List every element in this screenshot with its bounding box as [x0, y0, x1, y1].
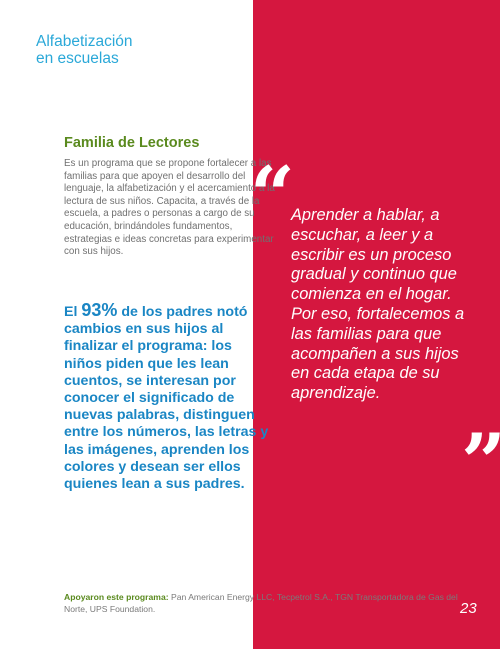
page-number: 23 [460, 600, 477, 617]
open-quote-mark: “ [250, 150, 289, 241]
close-quote-mark: ” [461, 417, 500, 508]
article-body: Es un programa que se propone fortalecer a las familias para que apoyen el desarrollo del lenguaje, la alfabetización y el acercamiento a la lectura de sus niños. Capacita, a través de la escuela, a padres o personas a cargo de su educación, brindándoles fundamentos, estrategias e ideas concretas para experimentar con sus hijos. [64, 158, 275, 258]
pull-quote: Aprender a hablar, a escuchar, a leer y a escribir es un proceso gradual y continuo que comienza en el hogar. Por eso, fortalecemos a las familias para que acompañen a sus hijos en cada etapa de su aprendizaje. [291, 206, 465, 403]
stat-callout [64, 302, 269, 493]
sponsors-label: Apoyaron este programa: [64, 592, 169, 602]
section-title-line1: Alfabetización [36, 33, 133, 50]
article-heading: Familia de Lectores [64, 135, 200, 151]
section-title [36, 33, 236, 67]
stat-prefix: El [64, 304, 78, 320]
stat-text: de los padres notó cambios en sus hijos al finalizar el programa: los niños piden que les lean cuentos, se interesan por conocer el significado de nuevas palabras, distinguen entre los números, las letras y las imágenes, aprenden los colores y desean ser ellos quienes lean a sus padres. [64, 304, 269, 493]
stat-percent: 93% [81, 300, 118, 320]
section-title-line2: en escuelas [36, 50, 119, 67]
sponsors-footer [64, 592, 459, 615]
sponsors-list: Pan American Energy LLC, Tecpetrol S.A., TGN Transportadora de Gas del Norte, UPS Foundation. [64, 592, 458, 614]
